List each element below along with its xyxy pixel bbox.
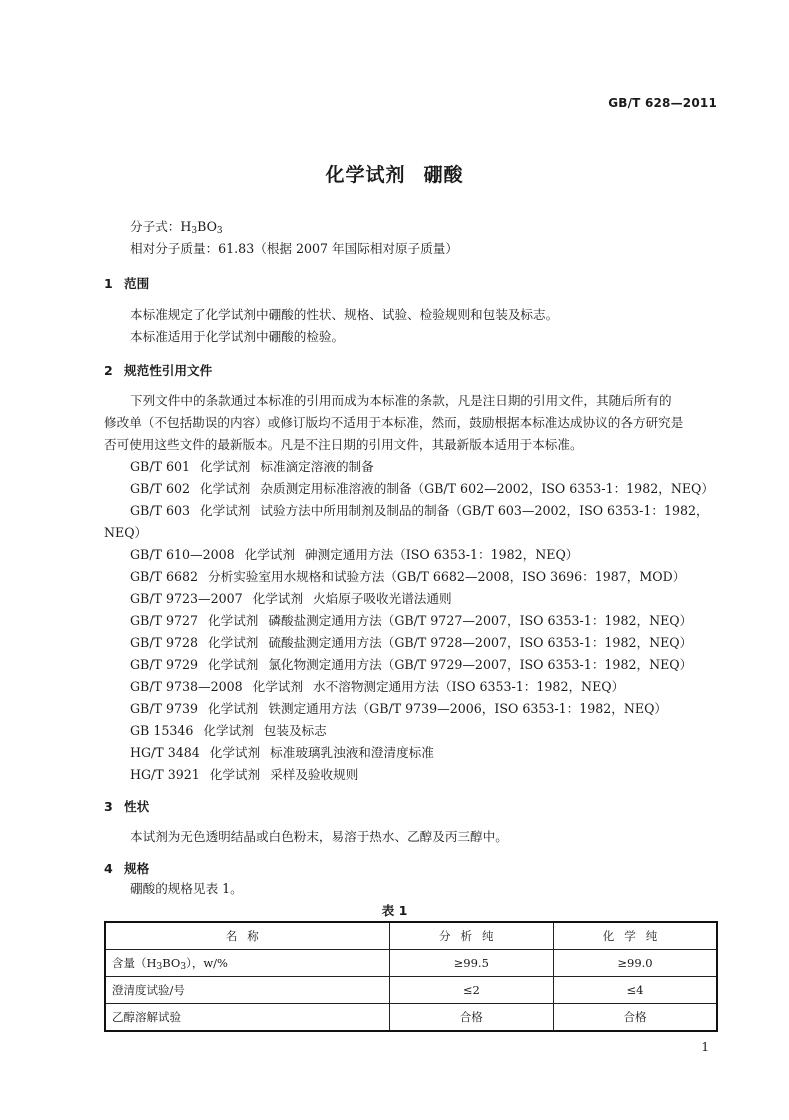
row-name-clarity: 澄清度试验/号 — [105, 977, 389, 1004]
cell-analytical-reagent: 合格 — [389, 1004, 553, 1032]
section-2-intro-line-3: 否可使用这些文件的最新版本。凡是不注日期的引用文件，其最新版本适用于本标准。 — [104, 437, 583, 452]
section-4-heading: 4 规格 — [104, 861, 150, 876]
page-number: 1 — [701, 1040, 709, 1054]
section-2-intro-line-1: 下列文件中的条款通过本标准的引用而成为本标准的条款，凡是注日期的引用文件，其随后所有的 — [130, 393, 672, 408]
reference-item: GB/T 9739 化学试剂 铁测定通用方法（GB/T 9739—2006，ISO 6353-1：1982，NEQ） — [130, 701, 668, 716]
header-analytical-reagent: 分析纯 — [389, 922, 553, 950]
reference-item: GB/T 610—2008 化学试剂 砷测定通用方法（ISO 6353-1：1982，NEQ） — [130, 547, 579, 562]
table-caption: 表 1 — [381, 903, 408, 918]
table-header-row — [105, 922, 717, 950]
title-part2: 硼酸 — [423, 164, 464, 186]
reference-item: HG/T 3921 化学试剂 采样及验收规则 — [130, 767, 359, 782]
title-part1: 化学试剂 — [325, 164, 406, 186]
table-row — [105, 977, 717, 1004]
reference-item: GB/T 9729 化学试剂 氯化物测定通用方法（GB/T 9729—2007，ISO 6353-1：1982，NEQ） — [130, 657, 693, 672]
section-2-intro-line-2: 修改单（不包括勘误的内容）或修订版均不适用于本标准，然而，鼓励根据本标准达成协议的各方研究是 — [104, 415, 684, 430]
reference-item-continuation: NEQ） — [104, 525, 148, 540]
section-2-heading: 2 规范性引用文件 — [104, 363, 213, 378]
standard-code: GB/T 628—2011 — [608, 96, 717, 110]
reference-item: GB/T 602 化学试剂 杂质测定用标准溶液的制备（GB/T 602—2002，ISO 6353-1：1982，NEQ） — [130, 481, 714, 496]
section-4-paragraph: 硼酸的规格见表 1。 — [130, 881, 243, 896]
cell-chemically-pure: ≤4 — [554, 977, 717, 1004]
reference-item: GB 15346 化学试剂 包装及标志 — [130, 723, 327, 738]
table-row — [105, 950, 717, 977]
section-3-paragraph: 本试剂为无色透明结晶或白色粉末，易溶于热水、乙醇及丙三醇中。 — [130, 829, 508, 844]
header-chemically-pure: 化学纯 — [554, 922, 717, 950]
section-3-heading: 3 性状 — [104, 799, 150, 814]
header-name: 名称 — [105, 922, 389, 950]
reference-item: HG/T 3484 化学试剂 标准玻璃乳浊液和澄清度标准 — [130, 745, 434, 760]
table-row — [105, 1004, 717, 1032]
reference-item: GB/T 6682 分析实验室用水规格和试验方法（GB/T 6682—2008，ISO 3696：1987，MOD） — [130, 569, 686, 584]
reference-item: GB/T 9723—2007 化学试剂 火焰原子吸收光谱法通则 — [130, 591, 452, 606]
section-1-paragraph-1: 本标准规定了化学试剂中硼酸的性状、规格、试验、检验规则和包装及标志。 — [130, 307, 559, 322]
molecular-formula: 分子式：$H_3BO_3$ — [130, 219, 223, 236]
molecular-mass: 相对分子质量：61.83（根据 2007 年国际相对原子质量） — [130, 241, 458, 256]
row-name-content: 含量$(H_3BO_3)$，w/% — [105, 950, 389, 977]
row-name-ethanol-solubility: 乙醇溶解试验 — [105, 1004, 389, 1032]
reference-item: GB/T 9727 化学试剂 磷酸盐测定通用方法（GB/T 9727—2007，ISO 6353-1：1982，NEQ） — [130, 613, 693, 628]
specification-table — [104, 921, 718, 1032]
cell-chemically-pure: ≥99.0 — [554, 950, 717, 977]
reference-item: GB/T 601 化学试剂 标准滴定溶液的制备 — [130, 459, 374, 474]
section-1-paragraph-2: 本标准适用于化学试剂中硼酸的检验。 — [130, 329, 345, 344]
section-1-heading: 1 范围 — [104, 276, 150, 291]
cell-analytical-reagent: ≤2 — [389, 977, 553, 1004]
reference-item: GB/T 9738—2008 化学试剂 水不溶物测定通用方法（ISO 6353-1：1982，NEQ） — [130, 679, 625, 694]
reference-item: GB/T 603 化学试剂 试验方法中所用制剂及制品的制备（GB/T 603—2002，ISO 6353-1：1982， — [130, 503, 709, 518]
cell-chemically-pure: 合格 — [554, 1004, 717, 1032]
cell-analytical-reagent: ≥99.5 — [389, 950, 553, 977]
reference-item: GB/T 9728 化学试剂 硫酸盐测定通用方法（GB/T 9728—2007，ISO 6353-1：1982，NEQ） — [130, 635, 693, 650]
document-title — [0, 160, 789, 187]
